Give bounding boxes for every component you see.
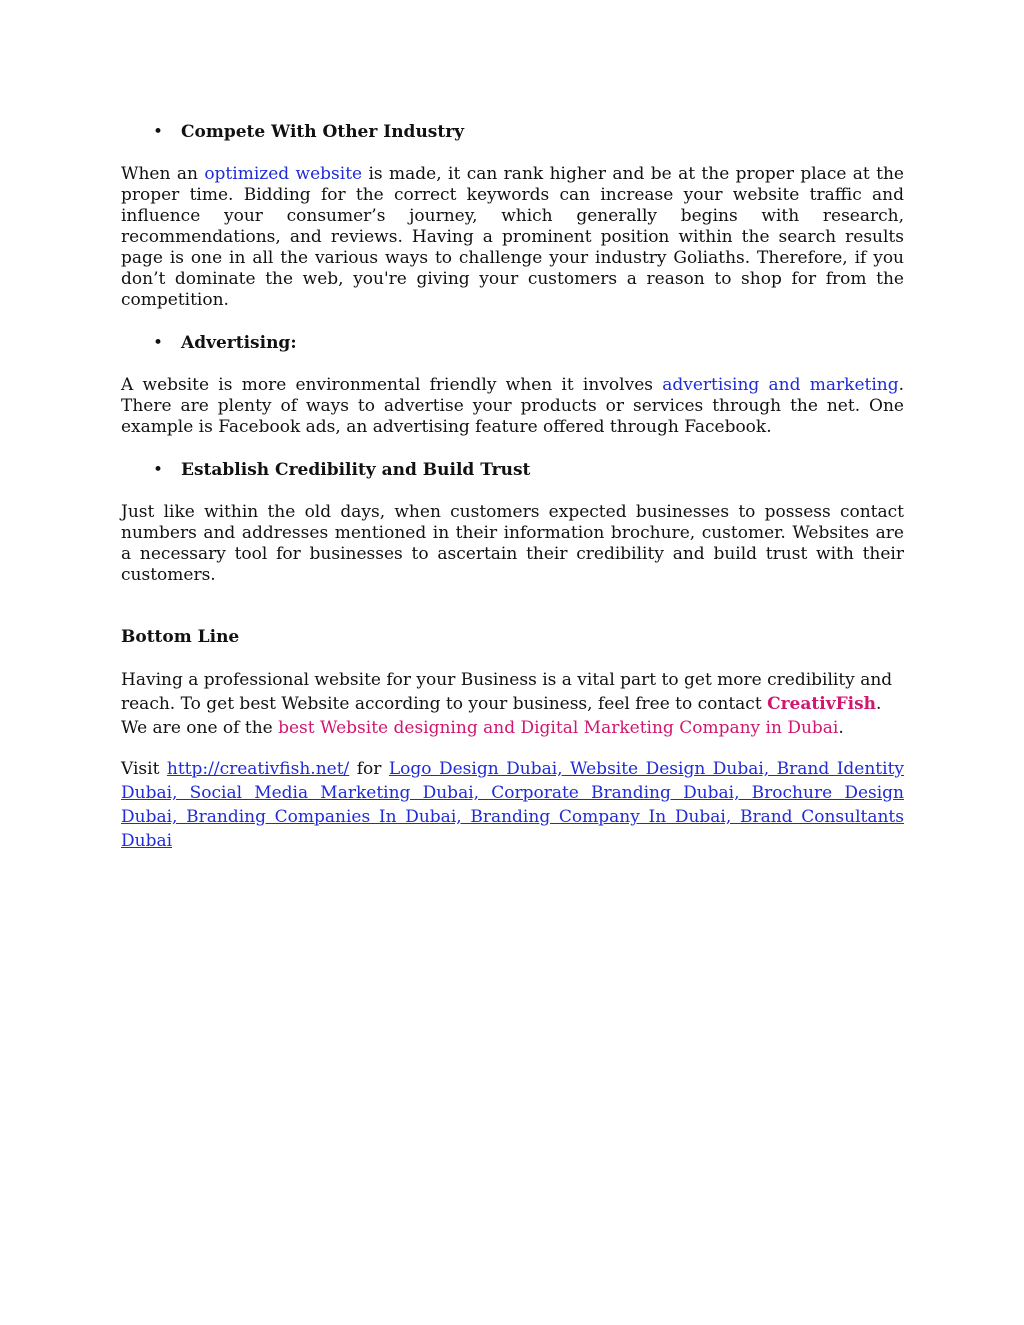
- bullet-heading-compete: [121, 122, 904, 143]
- brand-link-creativfish[interactable]: CreativFish: [767, 694, 877, 714]
- paragraph-text: . There are plenty of ways to advertise your products or services through the net. One example is Facebook ads, an advertising feature offered through Facebook.: [121, 375, 905, 437]
- visit-label: Visit: [121, 759, 167, 779]
- paragraph-text: Having a professional website for your Business is a vital part to get more credibility and reach. To get best Website according to your business, feel free to contact: [121, 670, 893, 714]
- link-optimized-website[interactable]: optimized website: [204, 164, 363, 184]
- paragraph-compete: [121, 164, 904, 311]
- link-advertising-marketing[interactable]: advertising and marketing: [662, 375, 899, 395]
- paragraph-text: .: [838, 718, 844, 738]
- paragraph-credibility: Just like within the old days, when customers expected businesses to possess contact numbers and addresses mentioned in their information brochure, customer. Websites are a necessary tool for businesses to ascertain their credibility and build trust with their customers.: [121, 502, 904, 585]
- link-creativfish-url[interactable]: http://creativfish.net/: [166, 759, 350, 779]
- paragraph-text: . We are one of the: [121, 694, 882, 738]
- bullet-heading-credibility: [121, 460, 904, 481]
- heading-advertising: Advertising:: [181, 333, 297, 353]
- bullet-icon: •: [153, 122, 164, 142]
- paragraph-text: for: [349, 759, 389, 779]
- bullet-icon: •: [153, 333, 164, 353]
- bullet-heading-advertising: [121, 333, 904, 354]
- paragraph-text: is made, it can rank higher and be at the proper place at the proper time. Bidding for the correct keywords can increase your website traffic and influence your consumer’s journey, which generally begins with research, recommendations, and reviews. Having a prominent position within the search results page is one in all the various ways to challenge your industry Goliaths. Therefore, if you don’t dominate the web, you're giving your customers a reason to shop for from the competition.: [121, 164, 904, 310]
- paragraph-visit: [121, 757, 904, 853]
- paragraph-advertising: [121, 375, 904, 438]
- link-services-list[interactable]: Logo Design Dubai, Website Design Dubai, Brand Identity Dubai, Social Media Marketing Dubai, Corporate Branding Dubai, Brochure Design Dubai, Branding Companies In Dubai, Branding Company In Dubai, Brand Consultants Dubai: [121, 759, 905, 851]
- heading-credibility: Establish Credibility and Build Trust: [181, 460, 531, 480]
- bullet-icon: •: [153, 460, 164, 480]
- heading-compete: Compete With Other Industry: [181, 122, 465, 142]
- document-page: [121, 118, 904, 870]
- link-best-company-dubai[interactable]: best Website designing and Digital Marketing Company in Dubai: [278, 718, 839, 738]
- paragraph-bottom-line: [121, 668, 904, 740]
- paragraph-text: A website is more environmental friendly when it involves: [121, 375, 663, 395]
- heading-bottom-line: Bottom Line: [121, 627, 240, 647]
- paragraph-text: When an: [121, 164, 205, 184]
